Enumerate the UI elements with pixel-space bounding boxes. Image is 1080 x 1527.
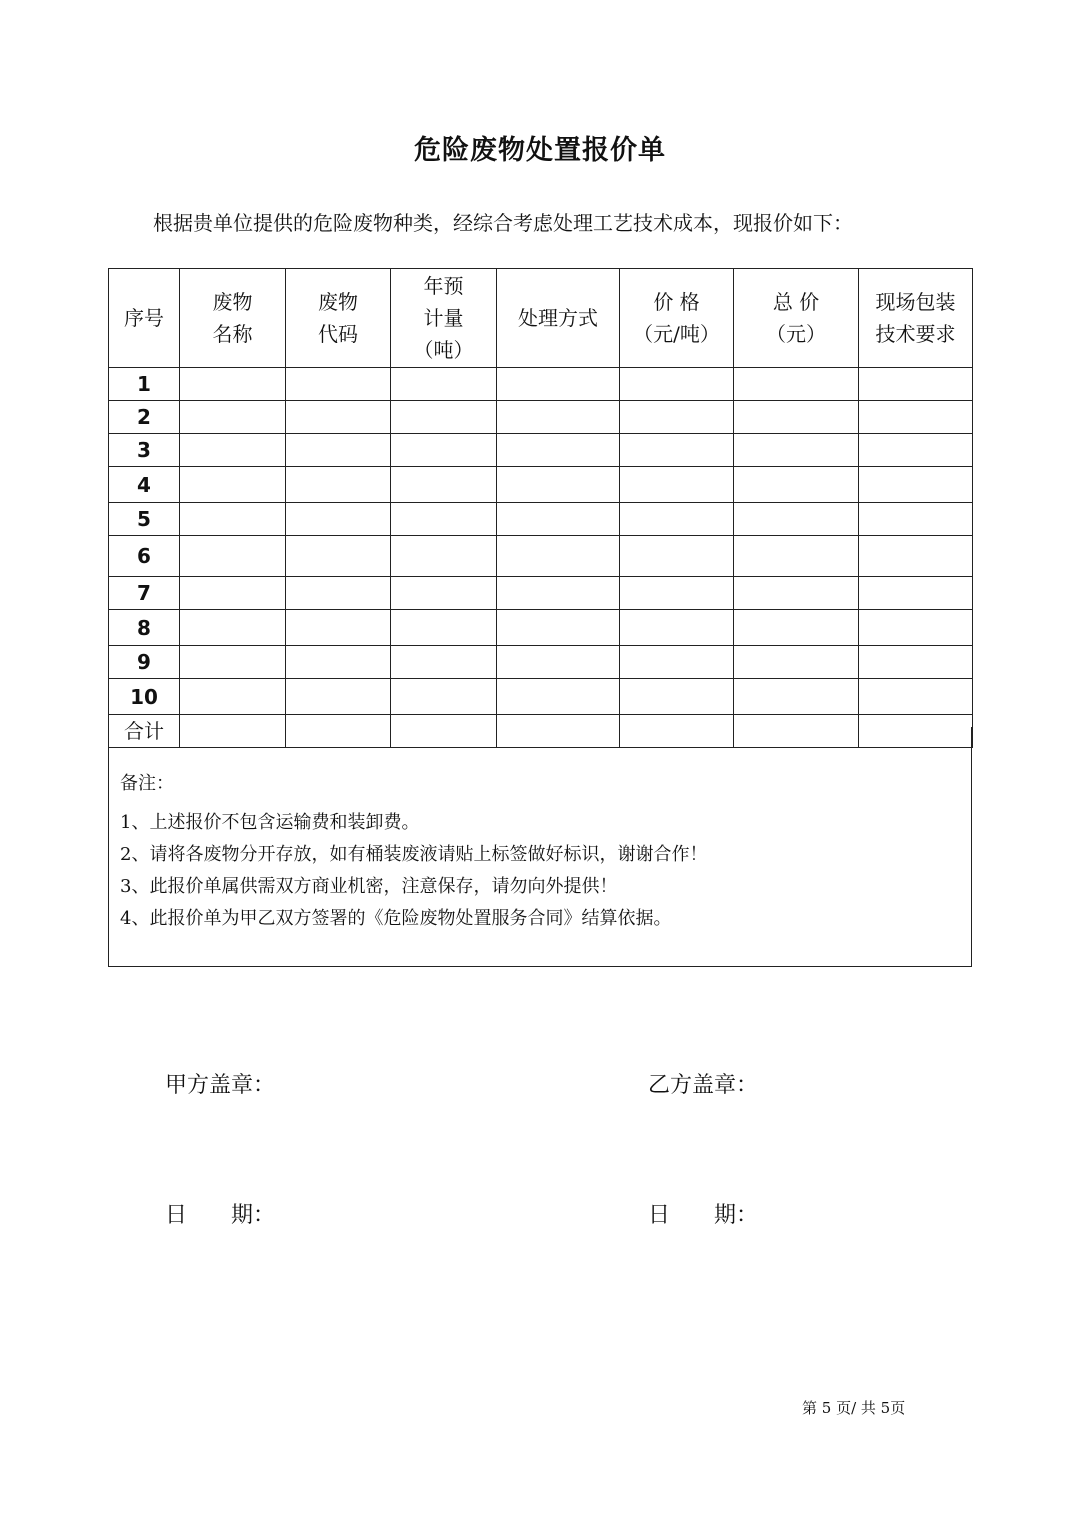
table-cell: [734, 577, 859, 610]
table-cell: [859, 467, 973, 503]
table-cell: [734, 467, 859, 503]
table-row: [109, 368, 973, 401]
table-header-row: [109, 269, 973, 368]
table-cell: [620, 679, 734, 715]
table-cell: [180, 536, 286, 577]
table-cell: [180, 679, 286, 715]
table-cell: [391, 577, 497, 610]
table-cell: [286, 577, 391, 610]
table-cell: [286, 679, 391, 715]
table-cell: [391, 503, 497, 536]
note-item: 3、此报价单属供需双方商业机密，注意保存，请勿向外提供！: [120, 876, 618, 897]
table-cell: [497, 503, 620, 536]
table-cell: [391, 434, 497, 467]
table-cell: [859, 679, 973, 715]
table-row: [109, 536, 973, 577]
party-a-date-label: 日 期：: [165, 1203, 276, 1228]
page-title: 危险废物处置报价单: [414, 135, 666, 166]
table-header-cell: [391, 269, 497, 368]
table-cell: [286, 467, 391, 503]
table-cell: [497, 467, 620, 503]
note-item: 4、此报价单为甲乙双方签署的《危险废物处置服务合同》结算依据。: [120, 908, 672, 929]
party-b-seal-label: 乙方盖章：: [648, 1073, 759, 1098]
table-cell: [497, 610, 620, 646]
notes-label: 备注：: [120, 773, 174, 794]
table-cell: [286, 610, 391, 646]
table-cell: [859, 577, 973, 610]
table-row: [109, 434, 973, 467]
table-cell: [859, 368, 973, 401]
table-cell: [180, 503, 286, 536]
header-line: 现场包装: [875, 290, 956, 314]
table-cell: [734, 434, 859, 467]
header-line: 代码: [318, 322, 358, 346]
table-cell: [734, 610, 859, 646]
table-row: [109, 610, 973, 646]
row-number-cell: 9: [109, 646, 180, 679]
table-cell: [497, 368, 620, 401]
table-cell: [620, 434, 734, 467]
header-line: 总 价: [772, 290, 820, 314]
table-cell: [286, 368, 391, 401]
row-number-cell: 10: [109, 679, 180, 715]
table-row: [109, 503, 973, 536]
table-cell: [497, 679, 620, 715]
table-cell: [180, 467, 286, 503]
row-number-cell: 2: [109, 401, 180, 434]
table-cell: [180, 610, 286, 646]
table-cell: [391, 401, 497, 434]
table-cell: [286, 434, 391, 467]
table-cell: [286, 646, 391, 679]
table-header-cell: [859, 269, 973, 368]
intro-paragraph: 根据贵单位提供的危险废物种类，经综合考虑处理工艺技术成本，现报价如下：: [153, 211, 853, 235]
table-cell: [180, 646, 286, 679]
table-cell: [734, 536, 859, 577]
table-cell: [620, 646, 734, 679]
row-number-cell: 5: [109, 503, 180, 536]
note-item: 2、请将各废物分开存放，如有桶装废液请贴上标签做好标识，谢谢合作！: [120, 844, 708, 865]
table-cell: [286, 536, 391, 577]
table-row: [109, 646, 973, 679]
page-footer: 第 5 页/ 共 5页: [802, 1399, 906, 1417]
notes-box: [108, 727, 972, 967]
header-line: 技术要求: [875, 322, 956, 346]
table-cell: [620, 503, 734, 536]
table-cell: [734, 368, 859, 401]
table-row: [109, 401, 973, 434]
table-cell: [497, 577, 620, 610]
table-cell: [497, 646, 620, 679]
header-line: 名称: [212, 322, 253, 346]
table-cell: [286, 401, 391, 434]
table-cell: [734, 401, 859, 434]
row-number-cell: 8: [109, 610, 180, 646]
table-cell: [859, 536, 973, 577]
header-line: 处理方式: [518, 306, 598, 330]
table-cell: [180, 401, 286, 434]
table-row: [109, 679, 973, 715]
table-cell: [391, 679, 497, 715]
row-number-cell: 1: [109, 368, 180, 401]
notes-list: [120, 807, 707, 935]
table-cell: [391, 646, 497, 679]
table-cell: [620, 577, 734, 610]
table-cell: [180, 368, 286, 401]
party-b-date-label: 日 期：: [648, 1203, 759, 1228]
table-cell: [391, 536, 497, 577]
table-header-cell: [109, 269, 180, 368]
party-a-seal-label: 甲方盖章：: [165, 1073, 276, 1098]
row-number-cell: 4: [109, 467, 180, 503]
table-cell: [734, 679, 859, 715]
table-cell: [734, 503, 859, 536]
table-row: [109, 467, 973, 503]
table-cell: [391, 368, 497, 401]
header-line: 序号: [124, 306, 164, 330]
header-line: 年预: [423, 274, 464, 298]
table-cell: [180, 434, 286, 467]
table-cell: [497, 536, 620, 577]
quote-table: [108, 268, 973, 748]
table-header-cell: [286, 269, 391, 368]
row-number-cell: 3: [109, 434, 180, 467]
table-cell: [391, 467, 497, 503]
table-cell: [391, 610, 497, 646]
header-line: 价 格: [653, 290, 700, 314]
table-cell: [286, 503, 391, 536]
header-line: （吨）: [413, 338, 474, 362]
table-cell: [859, 434, 973, 467]
table-cell: [620, 610, 734, 646]
table-cell: [497, 401, 620, 434]
header-line: 计量: [423, 306, 464, 330]
header-line: （元）: [766, 322, 826, 346]
table-cell: [180, 577, 286, 610]
total-label-cell: 合计: [109, 715, 180, 748]
row-number-cell: 6: [109, 536, 180, 577]
table-cell: [620, 467, 734, 503]
table-cell: [734, 646, 859, 679]
table-row: [109, 577, 973, 610]
header-line: （元/吨）: [633, 322, 720, 346]
table-cell: [497, 434, 620, 467]
note-item: 1、上述报价不包含运输费和装卸费。: [120, 812, 420, 833]
table-cell: [620, 401, 734, 434]
table-cell: [620, 536, 734, 577]
table-header-cell: [734, 269, 859, 368]
row-number-cell: 7: [109, 577, 180, 610]
table-cell: [859, 646, 973, 679]
table-header-cell: [620, 269, 734, 368]
table-header-cell: [497, 269, 620, 368]
header-line: 废物: [212, 290, 253, 314]
header-line: 废物: [318, 290, 358, 314]
table-cell: [859, 503, 973, 536]
table-cell: [859, 401, 973, 434]
table-cell: [620, 368, 734, 401]
table-cell: [859, 610, 973, 646]
table-header-cell: [180, 269, 286, 368]
